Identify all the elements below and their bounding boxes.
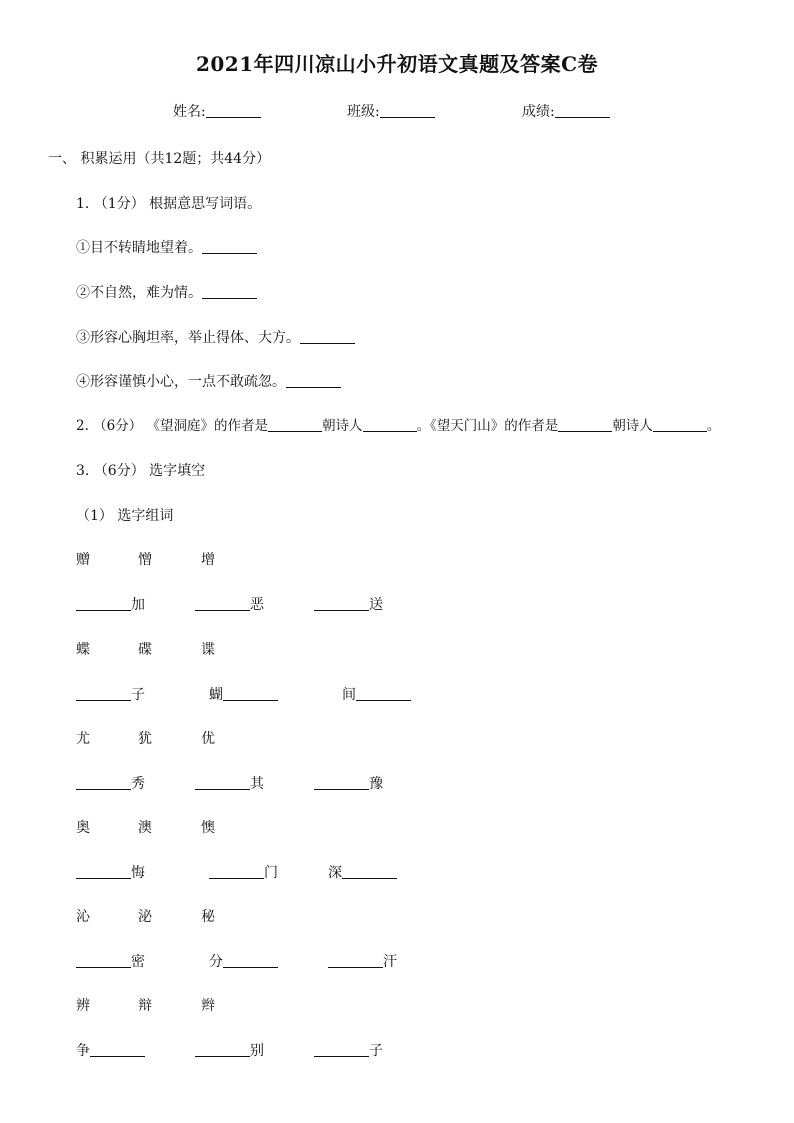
- fill-item[interactable]: [76, 685, 145, 705]
- fill-text: 别: [250, 1043, 264, 1059]
- fill-blank[interactable]: [90, 1042, 145, 1057]
- fill-blank[interactable]: [223, 686, 278, 701]
- fill-item[interactable]: [314, 1041, 383, 1061]
- q1-item-2-text: ②不自然，难为情。: [76, 285, 202, 301]
- fill-item[interactable]: [76, 774, 145, 794]
- char: 泌: [138, 909, 152, 925]
- fill-item[interactable]: [209, 685, 278, 705]
- fill-blank[interactable]: [223, 953, 278, 968]
- fill-blank[interactable]: [195, 1042, 250, 1057]
- fill-text: 争: [76, 1043, 90, 1059]
- fill-item[interactable]: [195, 595, 264, 615]
- q1-item-3-text: ③形容心胸坦率，举止得体、大方。: [76, 330, 300, 346]
- char: 尤: [76, 731, 90, 747]
- fill-text: 子: [131, 687, 145, 703]
- name-field[interactable]: [173, 101, 261, 121]
- char: 秘: [201, 909, 215, 925]
- fill-text: 间: [342, 687, 356, 703]
- char: 辫: [201, 998, 215, 1014]
- fill-blank[interactable]: [76, 864, 131, 879]
- score-label: 成绩:: [522, 104, 555, 120]
- fill-blank[interactable]: [356, 686, 411, 701]
- fill-item[interactable]: [195, 1041, 264, 1061]
- fill-item[interactable]: [314, 774, 383, 794]
- question-2: [76, 416, 720, 436]
- q2-mid-2: 。《望天门山》的作者是: [416, 418, 559, 434]
- fill-text: 蝴: [209, 687, 223, 703]
- q1-item-4-text: ④形容谨慎小心，一点不敢疏忽。: [76, 374, 286, 390]
- fill-text: 密: [131, 954, 145, 970]
- fill-blank[interactable]: [195, 596, 250, 611]
- student-info-row: [0, 101, 794, 123]
- char: 奥: [76, 820, 90, 836]
- char: 懊: [201, 820, 215, 836]
- section-heading: 一、 积累运用（共12题；共44分）: [48, 151, 271, 167]
- fill-blank[interactable]: [314, 596, 369, 611]
- fill-blank[interactable]: [76, 686, 131, 701]
- char: 谍: [201, 642, 215, 658]
- fill-item[interactable]: [76, 1041, 145, 1061]
- fill-text: 深: [328, 865, 342, 881]
- score-blank[interactable]: [555, 103, 610, 118]
- fill-item[interactable]: [76, 863, 145, 883]
- fill-item[interactable]: [209, 952, 278, 972]
- fill-text: 门: [264, 865, 278, 881]
- q1-item-4-blank[interactable]: [286, 373, 341, 388]
- fill-blank[interactable]: [314, 775, 369, 790]
- fill-blank[interactable]: [209, 864, 264, 879]
- q1-item-1-blank[interactable]: [202, 239, 257, 254]
- fill-blank[interactable]: [76, 596, 131, 611]
- q1-item-2-blank[interactable]: [202, 284, 257, 299]
- fill-blank[interactable]: [195, 775, 250, 790]
- q2-blank-1[interactable]: [268, 417, 322, 432]
- char: 辨: [76, 998, 90, 1014]
- class-label: 班级:: [347, 104, 380, 120]
- q2-mid-1: 朝诗人: [322, 418, 363, 434]
- char: 沁: [76, 909, 90, 925]
- q1-item-1: [76, 238, 257, 258]
- q1-item-3: [76, 328, 355, 348]
- fill-item[interactable]: [342, 685, 411, 705]
- q1-item-1-text: ①目不转睛地望着。: [76, 240, 202, 256]
- question-3-stem: 3. （6分） 选字填空: [76, 463, 206, 479]
- fill-item[interactable]: [314, 595, 383, 615]
- q1-item-4: [76, 372, 341, 392]
- name-blank[interactable]: [206, 103, 261, 118]
- fill-text: 加: [131, 597, 145, 613]
- class-blank[interactable]: [380, 103, 435, 118]
- fill-text: 悔: [131, 865, 145, 881]
- class-field[interactable]: [347, 101, 435, 121]
- char: 碟: [138, 642, 152, 658]
- fill-text: 子: [369, 1043, 383, 1059]
- fill-text: 送: [369, 597, 383, 613]
- q2-prefix: 2. （6分） 《望洞庭》的作者是: [76, 418, 269, 434]
- q2-blank-4[interactable]: [653, 417, 707, 432]
- fill-item[interactable]: [328, 952, 397, 972]
- fill-item[interactable]: [76, 952, 145, 972]
- fill-item[interactable]: [209, 863, 278, 883]
- fill-blank[interactable]: [342, 864, 397, 879]
- fill-blank[interactable]: [76, 775, 131, 790]
- fill-blank[interactable]: [328, 953, 383, 968]
- score-field[interactable]: [522, 101, 610, 121]
- char: 蝶: [76, 642, 90, 658]
- char: 犹: [138, 731, 152, 747]
- question-1-stem: 1. （1分） 根据意思写词语。: [76, 196, 262, 212]
- q1-item-3-blank[interactable]: [300, 329, 355, 344]
- char: 憎: [138, 552, 152, 568]
- fill-blank[interactable]: [76, 953, 131, 968]
- page-title: 2021年四川凉山小升初语文真题及答案C卷: [195, 52, 599, 76]
- q2-blank-2[interactable]: [363, 417, 417, 432]
- fill-text: 其: [250, 776, 264, 792]
- name-label: 姓名:: [173, 104, 206, 120]
- fill-item[interactable]: [195, 774, 264, 794]
- fill-blank[interactable]: [314, 1042, 369, 1057]
- fill-text: 分: [209, 954, 223, 970]
- q1-item-2: [76, 283, 257, 303]
- fill-text: 汗: [383, 954, 397, 970]
- fill-item[interactable]: [76, 595, 145, 615]
- char: 增: [201, 552, 215, 568]
- fill-text: 恶: [250, 597, 264, 613]
- q2-end: 。: [706, 418, 721, 434]
- fill-text: 秀: [131, 776, 145, 792]
- fill-item[interactable]: [328, 863, 397, 883]
- q3-sub1: （1） 选字组词: [76, 508, 174, 524]
- char: 优: [201, 731, 215, 747]
- char: 赠: [76, 552, 90, 568]
- q2-mid-3: 朝诗人: [612, 418, 653, 434]
- char: 辩: [138, 998, 152, 1014]
- char: 澳: [138, 820, 152, 836]
- fill-text: 豫: [369, 776, 383, 792]
- q2-blank-3[interactable]: [558, 417, 612, 432]
